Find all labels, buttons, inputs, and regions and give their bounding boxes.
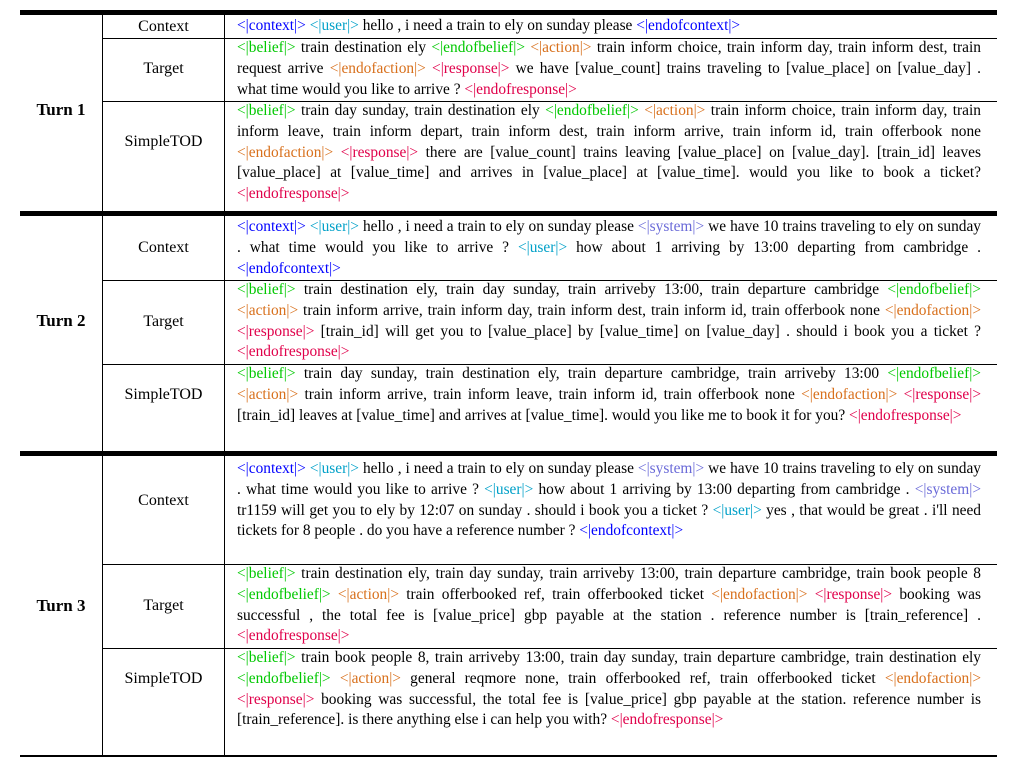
belief-token: <|endofbelief|> [887,281,981,298]
cell-text: train inform choice, train inform day, train inform leave, train inform depart, train inform dest, train inform arrive, train inform id, train offerbook none [237,102,981,140]
cell-text: we have 10 trains traveling to ely on sunday . what time would you like to arrive ? [237,460,981,498]
row-label-context: Context [138,492,189,509]
cell-text: train inform arrive, train inform day, train inform dest, train inform id, train offerbook none [298,301,885,319]
belief-token: <|belief|> [237,365,296,382]
context-token: <|endofcontext|> [636,17,741,34]
column-divider [224,456,225,755]
action-token: <|endofaction|> [801,385,898,403]
turn-separator-rule [20,451,997,456]
context-cell [237,459,981,542]
context-cell [237,217,981,279]
cell-text: tr1159 will get you to ely by 12:07 on sunday . should i book you a ticket ? [237,501,713,519]
response-token: <|response|> [814,585,893,603]
cell-text: general reqmore none, train offerbooked ref, train offerbooked ticket [400,669,885,687]
response-token: <|endofresponse|> [237,627,350,645]
response-token: <|endofresponse|> [237,185,350,203]
row-label-target: Target [143,313,184,330]
context-token: <|context|> [237,460,306,477]
cell-text: booking was successful, the total fee is [value_price] gbp payable at the station. reference number is [train_reference]. is there anything else i can help you with? [237,690,981,729]
cell-text: train destination ely, train day sunday, train arriveby 13:00, train departure cambridge, train book people 8 [295,565,981,582]
cell-text: train inform arrive, train inform leave, train inform id, train offerbook none [298,385,802,403]
cell-text [331,586,338,603]
cell-text: [train_id] will get you to [value_place] by [value_time] on [value_day] . should i book you a ticket ? [314,322,981,340]
row-label-simpletod: SimpleTOD [124,670,203,687]
column-divider [224,15,225,211]
column-divider [224,216,225,451]
user-token: <|user|> [517,238,568,256]
row-label-simpletod: SimpleTOD [124,386,203,403]
action-token: <|action|> [339,669,401,687]
system-token: <|system|> [637,460,705,477]
action-token: <|endofaction|> [237,143,334,161]
response-token: <|response|> [340,143,419,161]
response-token: <|response|> [432,59,510,77]
context-cell [237,16,981,37]
cell-text [333,144,341,161]
row-label-context: Context [138,239,189,256]
row-label-context: Context [138,18,189,35]
context-token: <|endofcontext|> [579,522,684,540]
cell-text: hello , i need a train to ely on sunday please [358,17,637,34]
cell-text [807,586,814,603]
turn-separator-rule [20,211,997,216]
row-label-simpletod: SimpleTOD [124,133,203,150]
belief-token: <|belief|> [237,102,296,119]
turn-label: Turn 1 [36,100,86,119]
belief-token: <|endofbelief|> [237,585,331,603]
context-token: <|context|> [237,17,306,34]
user-token: <|user|> [309,17,359,34]
belief-token: <|belief|> [237,281,296,298]
table-bottom-rule [20,755,997,757]
simpletod-cell [237,648,981,731]
action-token: <|endofaction|> [329,59,426,77]
cell-text: booking was successful , the total fee is [value_price] gbp payable at the station . reference number is [train_reference] . [237,585,981,624]
target-cell [237,280,981,363]
cell-text: train book people 8, train arriveby 13:00, train day sunday, train departure cambridge, train destination ely [295,649,981,666]
cell-text: yes , that would be great . i'll need tickets for 8 people . do you have a reference number ? [237,501,981,540]
response-token: <|endofresponse|> [464,80,577,98]
action-token: <|action|> [530,39,592,56]
cell-text: how about 1 arriving by 13:00 departing from cambridge . [533,480,915,498]
simpletod-cell [237,364,981,426]
cell-text: train day sunday, train destination ely [295,102,546,119]
cell-text: hello , i need a train to ely on sunday please [358,460,638,477]
belief-token: <|endofbelief|> [237,669,331,687]
cell-text: there are [value_count] trains leaving [value_place] on [value_day]. [train_id] leaves [value_place] at [value_time] and arrives in [value_place] at [value_time]. would you like to book a ticket? [237,143,981,182]
belief-token: <|belief|> [237,39,296,56]
system-token: <|system|> [637,218,705,235]
table-top-rule [20,10,997,15]
action-token: <|action|> [237,301,299,319]
turn-label: Turn 3 [36,596,86,615]
response-token: <|response|> [237,322,315,340]
action-token: <|endofaction|> [884,669,981,687]
cell-text: train inform choice, train inform day, train inform dest, train request arrive [237,39,981,77]
cell-text: we have [value_count] trains traveling to [value_place] on [value_day] . what time would you like to arrive ? [237,59,981,98]
belief-token: <|belief|> [237,649,296,666]
cell-text: we have 10 trains traveling to ely on sunday . what time would you like to arrive ? [237,218,981,256]
row-label-target: Target [143,597,184,614]
action-token: <|action|> [337,585,400,603]
cell-text: train destination ely [295,39,432,56]
action-token: <|endofaction|> [884,301,981,319]
user-token: <|user|> [484,480,534,498]
user-token: <|user|> [309,218,359,235]
response-token: <|endofresponse|> [849,406,962,424]
belief-token: <|belief|> [237,565,296,582]
action-token: <|endofaction|> [711,585,808,603]
cell-text: hello , i need a train to ely on sunday please [358,218,638,235]
response-token: <|endofresponse|> [237,343,350,361]
cell-text: train destination ely, train day sunday, train arriveby 13:00, train departure cambridge [295,281,888,298]
response-token: <|response|> [903,385,981,403]
user-token: <|user|> [309,460,359,477]
row-label-target: Target [143,60,184,77]
action-token: <|action|> [644,102,706,119]
action-token: <|action|> [237,385,299,403]
context-token: <|endofcontext|> [237,259,341,277]
target-cell [237,38,981,100]
belief-token: <|endofbelief|> [545,102,639,119]
cell-text: train offerbooked ref, train offerbooked ticket [399,585,712,603]
turn-label: Turn 2 [36,311,86,330]
cell-text: [train_id] leaves at [value_time] and arrives at [value_time]. would you like me to book it for you? [237,406,850,424]
target-cell [237,564,981,647]
cell-text [331,670,340,687]
response-token: <|response|> [237,690,315,708]
system-token: <|system|> [914,480,981,498]
response-token: <|endofresponse|> [610,711,724,729]
belief-token: <|endofbelief|> [431,39,526,56]
user-token: <|user|> [712,501,762,519]
context-token: <|context|> [237,218,306,235]
column-divider [102,15,103,211]
cell-text: how about 1 arriving by 13:00 departing from cambridge . [567,238,982,256]
simpletod-cell [237,101,981,205]
cell-text: train day sunday, train destination ely, train departure cambridge, train arriveby 13:00 [295,365,888,382]
belief-token: <|endofbelief|> [887,365,981,382]
